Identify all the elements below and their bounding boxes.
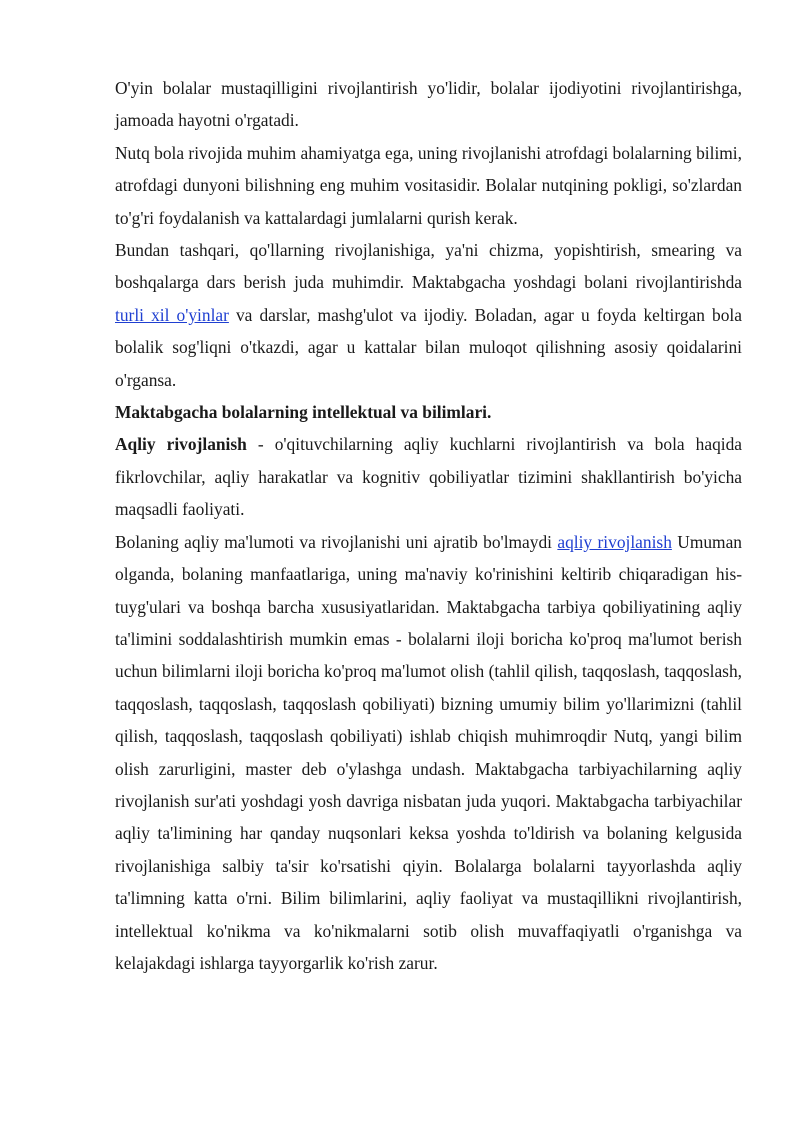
definition-text: - o'qituvchilarning aqliy kuchlarni rivojlantirish va bola haqida fikrlovchilar, aqliy harakatlar va kognitiv qobiliyatlar tizimini shakllantirish bo'yicha maqsadli faoliyati.: [115, 434, 743, 520]
paragraph-hands-text-after: va darslar, mashg'ulot va ijodiy. Boladan, agar u foyda keltirgan bola bolalik sog'liqni o'tkazdi, agar u kattalar bilan muloqot qilishning asosiy qoidalarini o'rgansa.: [115, 304, 742, 390]
link-various-games[interactable]: turli xil o'yinlar: [115, 304, 229, 325]
paragraph-speech-text: Nutq bola rivojida muhim ahamiyatga ega, uning rivojlanishi atrofdagi bolalarning bilimi, atrofdagi dunyoni bilishning eng muhim vositasidir. Bolalar nutqining pokligi, so'zlardan to'g'ri foydalanish va kattalardagi jumlalarni qurish kerak.: [115, 142, 742, 228]
paragraph-definition: [115, 428, 742, 525]
paragraph-mental-text-before: Bolaning aqliy ma'lumoti va rivojlanishi uni ajratib bo'lmaydi: [115, 531, 558, 552]
paragraph-mental-text-after: Umuman olganda, bolaning manfaatlariga, uning ma'naviy ko'rinishini keltirib chiqaradigan his-tuyg'ulari va boshqa barcha xususiyatlaridan. Maktabgacha tarbiya qobiliyatining aqliy ta'limini soddalashtirish mumkin emas - bolalarni iloji boricha ko'proq ma'lumot berish uchun bilimlarni iloji boricha ko'proq ma'lumot olish (tahlil qilish, taqqoslash, taqqoslash, taqqoslash, taqqoslash, taqqoslash qobiliyati) bizning umumiy bilim yo'llarimizni (tahlil qilish, taqqoslash, taqqoslash qobiliyati) ishlab chiqish muhimroqdir Nutq, yangi bilim olish zarurligini, master deb o'ylashga undash. Maktabgacha tarbiyachilarning aqliy rivojlanish sur'ati yoshdagi yosh davriga nisbatan juda yuqori. Maktabgacha tarbiyachilar aqliy ta'limining har qanday nuqsonlari keksa yoshda to'ldirish va bolaning kelgusida rivojlanishiga salbiy ta'sir ko'rsatishi qiyin. Bolalarga bolalarni tayyorlashda aqliy ta'limning katta o'rni. Bilim bilimlarini, aqliy faoliyat va mustaqillikni rivojlantirish, intellektual ko'nikma va ko'nikmalarni sotib olish muvaffaqiyatli o'rganishga va kelajakdagi ishlarga tayyorgarlik ko'rish zarur.: [115, 531, 742, 973]
paragraph-speech: [115, 137, 742, 234]
paragraph-play-text: O'yin bolalar mustaqilligini rivojlantirish yo'lidir, bolalar ijodiyotini rivojlantirishga, jamoada hayotni o'rgatadi.: [115, 78, 742, 131]
link-mental-development[interactable]: aqliy rivojlanish: [557, 531, 672, 552]
definition-term: Aqliy rivojlanish: [115, 434, 247, 455]
document-page: [115, 72, 742, 979]
paragraph-mental-education: [115, 526, 742, 980]
paragraph-hands-text-before: Bundan tashqari, qo'llarning rivojlanishiga, ya'ni chizma, yopishtirish, smearing va boshqalarga dars berish juda muhimdir. Maktabgacha yoshdagi bolani rivojlantirishda: [115, 240, 742, 293]
paragraph-hands: [115, 234, 742, 396]
paragraph-play: [115, 72, 742, 137]
section-heading: Maktabgacha bolalarning intellektual va bilimlari.: [115, 402, 492, 423]
